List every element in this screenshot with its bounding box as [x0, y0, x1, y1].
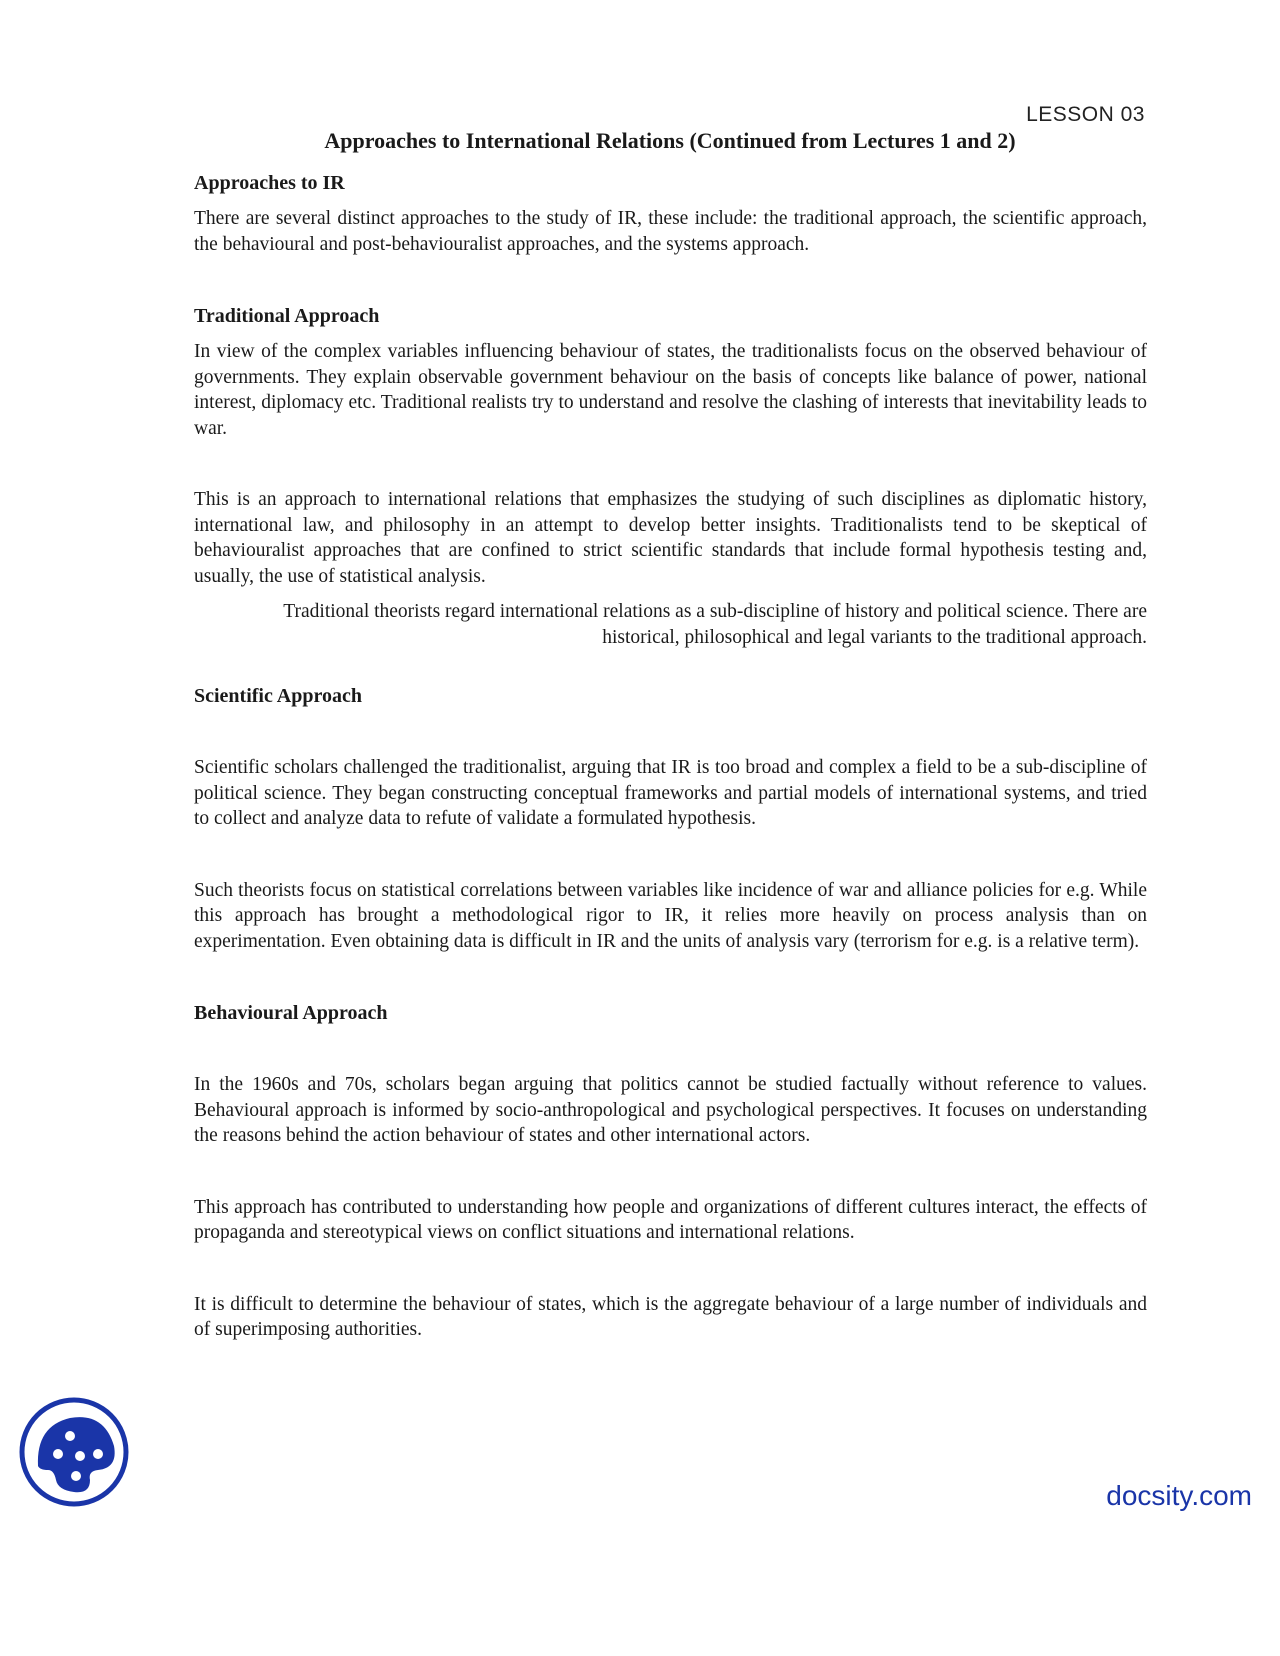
lesson-number: LESSON 03: [1026, 103, 1145, 126]
heading-approaches: Approaches to IR: [194, 172, 345, 194]
docsity-logo-icon: [18, 1396, 130, 1508]
document-body: [194, 170, 1147, 1343]
heading-traditional: Traditional Approach: [194, 305, 380, 327]
paragraph: This approach has contributed to understanding how people and organizations of different cultures interact, the effects of propaganda and stereotypical views on conflict situations and international relations.: [194, 1196, 1147, 1243]
paragraph: Such theorists focus on statistical correlations between variables like incidence of war and alliance policies for e.g. While this approach has brought a methodological rigor to IR, it relies more heavily on process analysis than on experimentation. Even obtaining data is difficult in IR and the units of analysis vary (terrorism for e.g. is a relative term).: [194, 879, 1147, 952]
brand-link[interactable]: docsity.com: [1106, 1480, 1252, 1511]
heading-scientific: Scientific Approach: [194, 685, 362, 707]
paragraph: This is an approach to international relations that emphasizes the studying of such disciplines as diplomatic history, international law, and philosophy in an attempt to develop better insights. Traditionalists tend to be skeptical of behaviouralist approaches that are confined to strict scientific standards that include formal hypothesis testing and, usually, the use of statistical analysis.: [194, 489, 1147, 587]
page-title: Approaches to International Relations (Continued from Lectures 1 and 2): [324, 128, 1016, 153]
paragraph: Scientific scholars challenged the traditionalist, arguing that IR is too broad and complex a field to be a sub-discipline of political science. They began constructing conceptual frameworks and partial models of international systems, and tried to collect and analyze data to refute of validate a formulated hypothesis.: [194, 757, 1147, 829]
paragraph: There are several distinct approaches to the study of IR, these include: the traditional approach, the scientific approach, the behavioural and post-behaviouralist approaches, and the systems approach.: [194, 208, 1147, 255]
paragraph: Traditional theorists regard international relations as a sub-discipline of history and political science. There are historical, philosophical and legal variants to the traditional approach.: [283, 601, 1147, 648]
paragraph: It is difficult to determine the behaviour of states, which is the aggregate behaviour of a large number of individuals and of superimposing authorities.: [194, 1293, 1147, 1340]
paragraph: In the 1960s and 70s, scholars began arguing that politics cannot be studied factually without reference to values. Behavioural approach is informed by socio-anthropological and psychological perspectives. It focuses on understanding the reasons behind the action behaviour of states and other international actors.: [194, 1074, 1147, 1146]
paragraph: In view of the complex variables influencing behaviour of states, the traditionalists focus on the observed behaviour of governments. They explain observable government behaviour on the basis of concepts like balance of power, national interest, diplomacy etc. Traditional realists try to understand and resolve the clashing of interests that inevitability leads to war.: [194, 341, 1147, 439]
heading-behavioural: Behavioural Approach: [194, 1002, 388, 1024]
